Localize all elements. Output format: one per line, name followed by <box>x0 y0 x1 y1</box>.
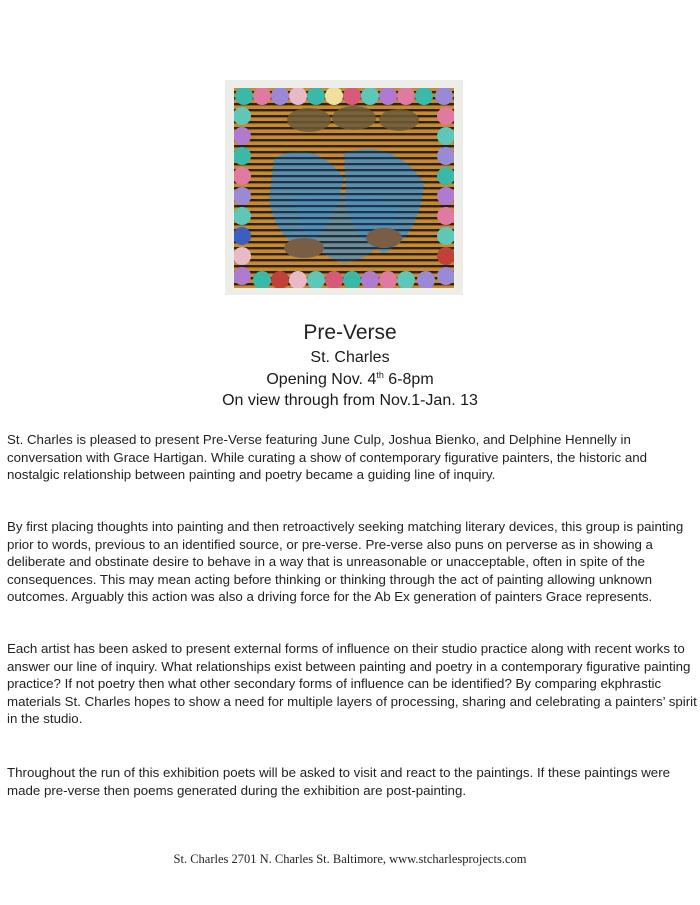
opening-prefix: Opening Nov. 4 <box>266 371 377 388</box>
paragraph-poets: Throughout the run of this exhibition poets will be asked to visit and react to the paintings. If these paintings were made pre-verse then poems generated during the exhibition are post-painting. <box>7 765 671 798</box>
paragraph-pre-verse: By first placing thoughts into painting and then retroactively seeking matching literary devices, this group is painting prior to words, previous to an identified source, or pre-verse. Pre-verse also puns on perverse as in showing a deliberate and obstinate desire to behave in a way that is unreasonable or unacceptable, often in spite of the consequences. This may mean acting before thinking or thinking through the act of painting allowing unknown outcomes. Arguably this action was also a driving force for the Ab Ex generation of painters Grace represents. <box>7 519 684 604</box>
opening-ordinal: th <box>376 370 384 380</box>
exhibition-title: Pre-Verse <box>303 321 397 344</box>
footer-address: St. Charles 2701 N. Charles St. Baltimore, www.stcharlesprojects.com <box>173 852 527 866</box>
venue-name: St. Charles <box>310 349 390 366</box>
opening-date <box>0 370 700 390</box>
paragraph-influence: Each artist has been asked to present external forms of influence on their studio practice along with recent works to answer our line of inquiry. What relationships exist between painting and poetry in a contemporary figurative painting practice? If not poetry then what other secondary forms of influence can be identified? By comparing ekphrastic materials St. Charles hopes to show a need for multiple layers of processing, sharing and celebrating a painters’ spirit in the studio. <box>7 641 697 726</box>
artwork-image <box>225 80 463 295</box>
opening-time: 6-8pm <box>383 371 434 388</box>
painting-illustration <box>234 88 454 288</box>
paragraph-intro: St. Charles is pleased to present Pre-Verse featuring June Culp, Joshua Bienko, and Delphine Hennelly in conversation with Grace Hartigan. While curating a show of contemporary figurative painters, the historic and nostalgic relationship between painting and poetry became a guiding line of inquiry. <box>7 432 648 482</box>
on-view-dates: On view through from Nov.1-Jan. 13 <box>222 392 478 409</box>
